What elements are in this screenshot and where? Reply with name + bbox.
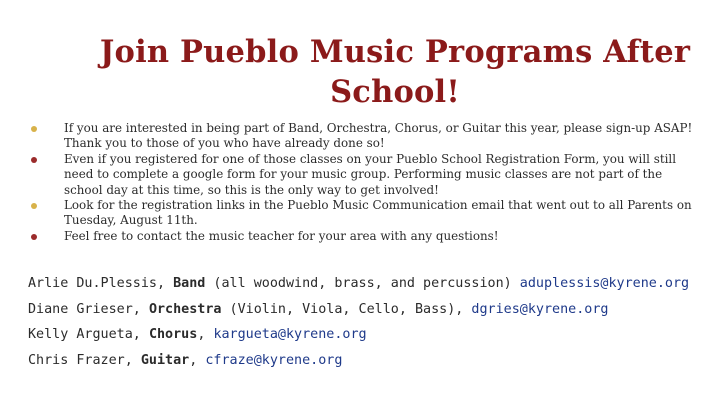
program-detail: , (189, 352, 206, 368)
email-link[interactable]: cfraze@kyrene.org (205, 352, 343, 368)
teacher-name: Kelly Argueta, (28, 327, 149, 342)
program-detail: (Violin, Viola, Cello, Bass), (221, 301, 472, 317)
contact-orchestra (28, 297, 718, 323)
contact-chorus (28, 322, 718, 348)
bullet-text: Even if you registered for one of those classes on your Pueblo School Registration Form, you will still need to complete a google form for your music group. Performing music classes are not part of the school day at this time, so this is the only way to get involved! (64, 151, 677, 197)
teacher-name: Diane Grieser, (28, 301, 149, 317)
program-detail: , (197, 327, 214, 342)
bullet-dot-icon (31, 157, 37, 163)
bullet-dot-icon (31, 234, 37, 240)
bullet-item (25, 152, 695, 198)
email-link[interactable]: kargueta@kyrene.org (213, 327, 367, 342)
teacher-name: Chris Frazer, (28, 352, 141, 368)
bullet-dot-icon (31, 203, 37, 209)
bullet-item (25, 121, 695, 152)
program-name: Band (173, 276, 206, 291)
program-name: Orchestra (148, 301, 222, 317)
bullet-text: Feel free to contact the music teacher for your area with any questions! (64, 228, 499, 243)
teacher-name: Arlie Du.Plessis, (28, 276, 174, 291)
program-name: Chorus (148, 327, 198, 342)
info-bullet-list (25, 121, 695, 244)
bullet-item (25, 229, 695, 244)
bullet-item (25, 198, 695, 229)
email-link[interactable]: dgries@kyrene.org (471, 301, 609, 317)
bullet-dot-icon (31, 126, 37, 132)
email-link[interactable]: aduplessis@kyrene.org (519, 276, 690, 291)
bullet-text: If you are interested in being part of Band, Orchestra, Chorus, or Guitar this year, please sign-up ASAP! Thank you to those of you who have already done so! (64, 121, 693, 151)
contact-band (28, 271, 718, 297)
contact-guitar (28, 348, 718, 374)
page-title: Join Pueblo Music Programs After School! (99, 34, 691, 110)
program-name: Guitar (140, 352, 190, 368)
program-detail: (all woodwind, brass, and percussion) (205, 276, 520, 291)
bullet-text: Look for the registration links in the Pueblo Music Communication email that went out to all Parents on Tuesday, August 11th. (64, 198, 692, 228)
teacher-contact-list (28, 271, 718, 373)
